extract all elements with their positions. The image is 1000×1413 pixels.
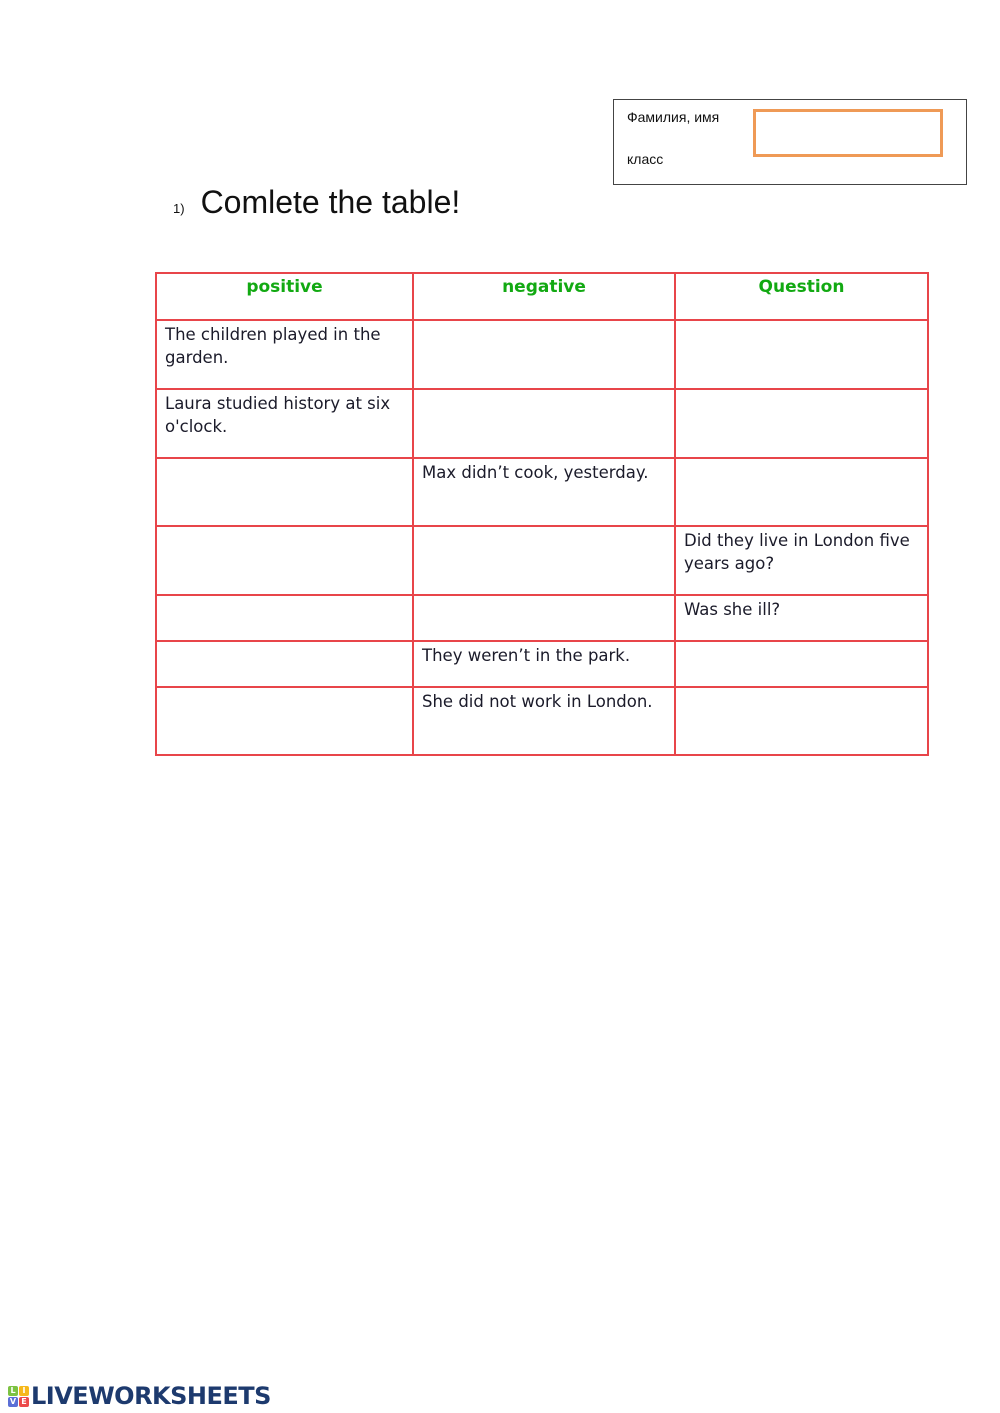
table-row [156,641,928,687]
logo-letter-e: E [19,1397,29,1407]
cell-positive-answer[interactable] [156,526,413,595]
given-sentence: Did they live in London five years ago? [684,531,910,573]
table-row [156,320,928,389]
answer-field[interactable] [157,596,412,640]
logo-text: LIVEWORKSHEETS [31,1382,271,1410]
cell-positive-answer[interactable] [156,595,413,641]
cell-negative-answer[interactable] [413,595,675,641]
table-row [156,389,928,458]
given-sentence: She did not work in London. [422,692,653,711]
given-sentence: Was she ill? [684,600,781,619]
liveworksheets-logo [8,1382,271,1410]
cell-question-given [675,526,928,595]
table-row [156,595,928,641]
logo-letter-l: L [8,1386,18,1396]
name-label: Фамилия, имя [627,109,720,125]
cell-negative-given [413,687,675,755]
column-header-negative: negative [413,273,675,320]
cell-negative-given [413,458,675,526]
cell-question-answer[interactable] [675,320,928,389]
answer-field[interactable] [414,527,674,594]
cell-question-answer[interactable] [675,641,928,687]
table-row [156,687,928,755]
column-header-positive: positive [156,273,413,320]
grammar-table [155,272,929,756]
cell-question-answer[interactable] [675,389,928,458]
answer-field[interactable] [676,642,927,686]
cell-negative-answer[interactable] [413,526,675,595]
answer-field[interactable] [676,459,927,525]
answer-field[interactable] [676,321,927,388]
cell-negative-given [413,641,675,687]
given-sentence: They weren’t in the park. [422,646,631,665]
cell-negative-answer[interactable] [413,320,675,389]
cell-negative-answer[interactable] [413,389,675,458]
table-header-row [156,273,928,320]
class-label: класс [627,151,664,167]
answer-field[interactable] [676,688,927,754]
name-class-input[interactable] [753,109,943,157]
task-number: 1) [173,201,185,216]
logo-letter-i: I [19,1386,29,1396]
answer-field[interactable] [157,688,412,754]
given-sentence: Max didn’t cook, yesterday. [422,463,649,482]
answer-field[interactable] [414,390,674,457]
student-info-box [613,99,967,185]
cell-positive-answer[interactable] [156,641,413,687]
cell-positive-given [156,389,413,458]
cell-positive-given [156,320,413,389]
table-row [156,458,928,526]
cell-question-answer[interactable] [675,458,928,526]
answer-field[interactable] [157,459,412,525]
cell-positive-answer[interactable] [156,687,413,755]
given-sentence: The children played in the garden. [165,325,381,367]
answer-field[interactable] [414,596,674,640]
task-title: Comlete the table! [200,184,461,220]
column-header-question: Question [675,273,928,320]
answer-field[interactable] [157,642,412,686]
answer-field[interactable] [157,527,412,594]
cell-positive-answer[interactable] [156,458,413,526]
answer-field[interactable] [414,321,674,388]
answer-field[interactable] [676,390,927,457]
given-sentence: Laura studied history at six o'clock. [165,394,391,436]
table-row [156,526,928,595]
logo-icon [8,1386,29,1407]
task-heading [173,184,460,221]
cell-question-answer[interactable] [675,687,928,755]
cell-question-given [675,595,928,641]
logo-letter-v: V [9,1396,17,1406]
